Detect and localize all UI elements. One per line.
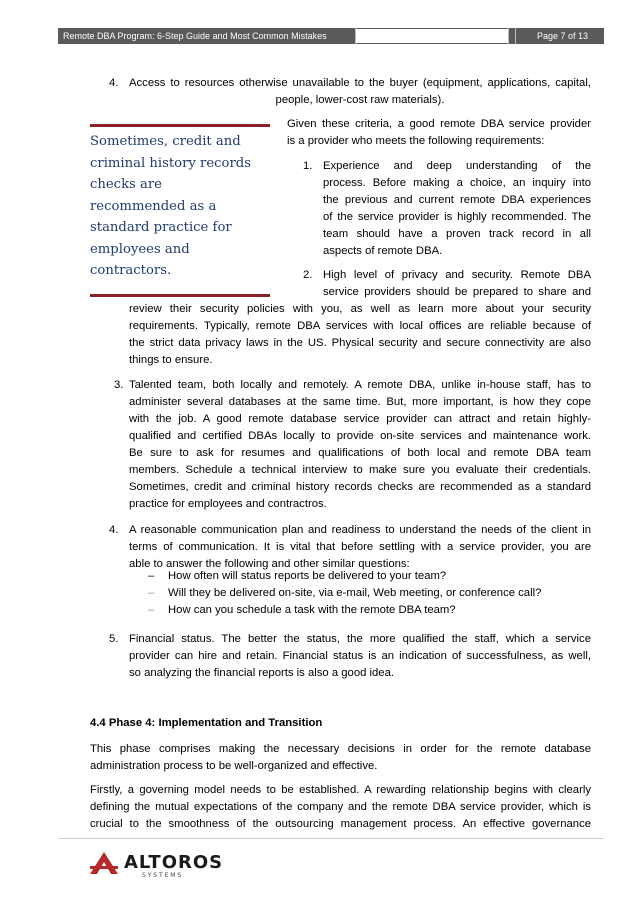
paragraph-line: Access to resources otherwise unavailable to the buyer (equipment, applications, capital,	[129, 77, 591, 89]
pull-quote	[90, 124, 270, 297]
logo-subtitle: S Y S T E M S	[142, 872, 182, 879]
paragraph-line: with the job. A good remote database service provider can attract and retain highly-	[129, 413, 591, 425]
logo-mark-icon	[90, 852, 118, 874]
header-divider	[508, 28, 515, 44]
bullet-dash: –	[148, 604, 155, 616]
paragraph-line: A reasonable communication plan and readiness to understand the needs of the client in	[129, 524, 591, 536]
bullet-dash: –	[148, 587, 155, 599]
paragraph-line: This phase comprises making the necessary decisions in order for the remote database	[90, 743, 591, 755]
list-number: 3.	[114, 379, 124, 391]
pull-quote-line: employees and	[90, 241, 190, 257]
list-number: 4.	[109, 77, 119, 89]
paragraph-line: people, lower-cost raw materials).	[275, 94, 445, 106]
bullet-question: Will they be delivered on-site, via e-mail, Web meeting, or conference call?	[168, 587, 542, 599]
pull-quote-line: standard practice for	[90, 220, 232, 235]
paragraph-line: service providers should be prepared to share and	[323, 286, 591, 298]
paragraph-line: team should have a proven track record in all	[323, 228, 591, 240]
paragraph-line: able to answer the following and other similar questions:	[129, 558, 410, 570]
paragraph-line: so analyzing the financial reports is also a good idea.	[129, 667, 395, 679]
bullet-dash: –	[148, 570, 155, 582]
list-number: 2.	[303, 269, 313, 281]
list-number: 5.	[109, 633, 119, 645]
header-spacer	[356, 28, 508, 44]
paragraph-line: administration process to be well-organized and effective.	[90, 760, 378, 772]
paragraph-line: of the service provider is highly recommended. The	[323, 211, 591, 223]
document-title: Remote DBA Program: 6-Step Guide and Most Common Mistakes	[58, 28, 356, 44]
paragraph-line: terms of communication. It is vital that before settling with a service provider, you are	[129, 541, 591, 553]
paragraph-line: High level of privacy and security. Remote DBA	[323, 269, 591, 281]
bullet-question: How can you schedule a task with the remote DBA team?	[168, 604, 456, 616]
logo-wordmark: ALTOROS	[124, 852, 224, 873]
paragraph-line: defining the mutual expectations of the company and the remote DBA service provider, which is	[90, 801, 591, 813]
footer-rule	[58, 838, 604, 839]
paragraph-line: aspects of remote DBA.	[323, 245, 443, 257]
paragraph-line: provider can hire and retain. Financial status is an indication of successfulness, as well,	[129, 650, 591, 662]
paragraph-line: practice for employees and contractros.	[129, 498, 327, 510]
altoros-logo	[88, 846, 298, 880]
paragraph-line: Be sure to ask for resumes and qualifications of both local and remote DBA team	[129, 447, 591, 459]
pull-quote-line: checks are	[90, 177, 162, 192]
paragraph-line: Talented team, both locally and remotely. A remote DBA, unlike in-house staff, has to	[129, 379, 591, 391]
paragraph-line: Firstly, a governing model needs to be established. A rewarding relationship begins with clearly	[90, 784, 591, 796]
section-heading: 4.4 Phase 4: Implementation and Transition	[90, 717, 323, 729]
paragraph-line: Sometimes, credit and criminal history records checks are recommended as a standard	[129, 481, 591, 493]
paragraph-line: members. Schedule a technical interview to make sure you evaluate their credentials.	[129, 464, 591, 476]
paragraph-line: things to ensure.	[129, 354, 213, 366]
paragraph-line: review their security policies with you, as well as learn more about your security	[129, 303, 591, 315]
pull-quote-line: criminal history records	[90, 155, 252, 171]
bullet-question: How often will status reports be delivered to your team?	[168, 570, 447, 582]
paragraph-line: is a provider who meets the following requirements:	[287, 135, 545, 147]
page-number: Page 7 of 13	[515, 28, 604, 44]
pull-quote-line: Sometimes, credit and	[90, 134, 241, 149]
pull-quote-line: contractors.	[90, 263, 172, 278]
list-number: 1.	[303, 160, 313, 172]
paragraph-line: administer several databases at the same time. But, more important, is how they cope	[129, 396, 591, 408]
paragraph-line: qualified and certified DBAs locally to provide on-site services and maintenance work.	[129, 430, 591, 442]
paragraph-line: Given these criteria, a good remote DBA service provider	[287, 118, 591, 130]
list-number: 4.	[109, 524, 119, 536]
page-header	[58, 28, 604, 44]
paragraph-line: the previous and current remote DBA experiences	[323, 194, 591, 206]
paragraph-line: process. Before making a choice, an inquiry into	[323, 177, 591, 189]
paragraph-line: Experience and deep understanding of the	[323, 160, 591, 172]
paragraph-line: crucial to the smoothness of the outsourcing management process. An effective governance	[90, 818, 591, 830]
paragraph-line: the strict data privacy laws in the US. Physical security and secure connectivity are also	[129, 337, 591, 349]
paragraph-line: requirements. Typically, remote DBA services with local offices are reliable because of	[129, 320, 591, 332]
pull-quote-line: recommended as a	[90, 198, 217, 214]
paragraph-line: Financial status. The better the status, the more qualified the staff, which a service	[129, 633, 591, 645]
